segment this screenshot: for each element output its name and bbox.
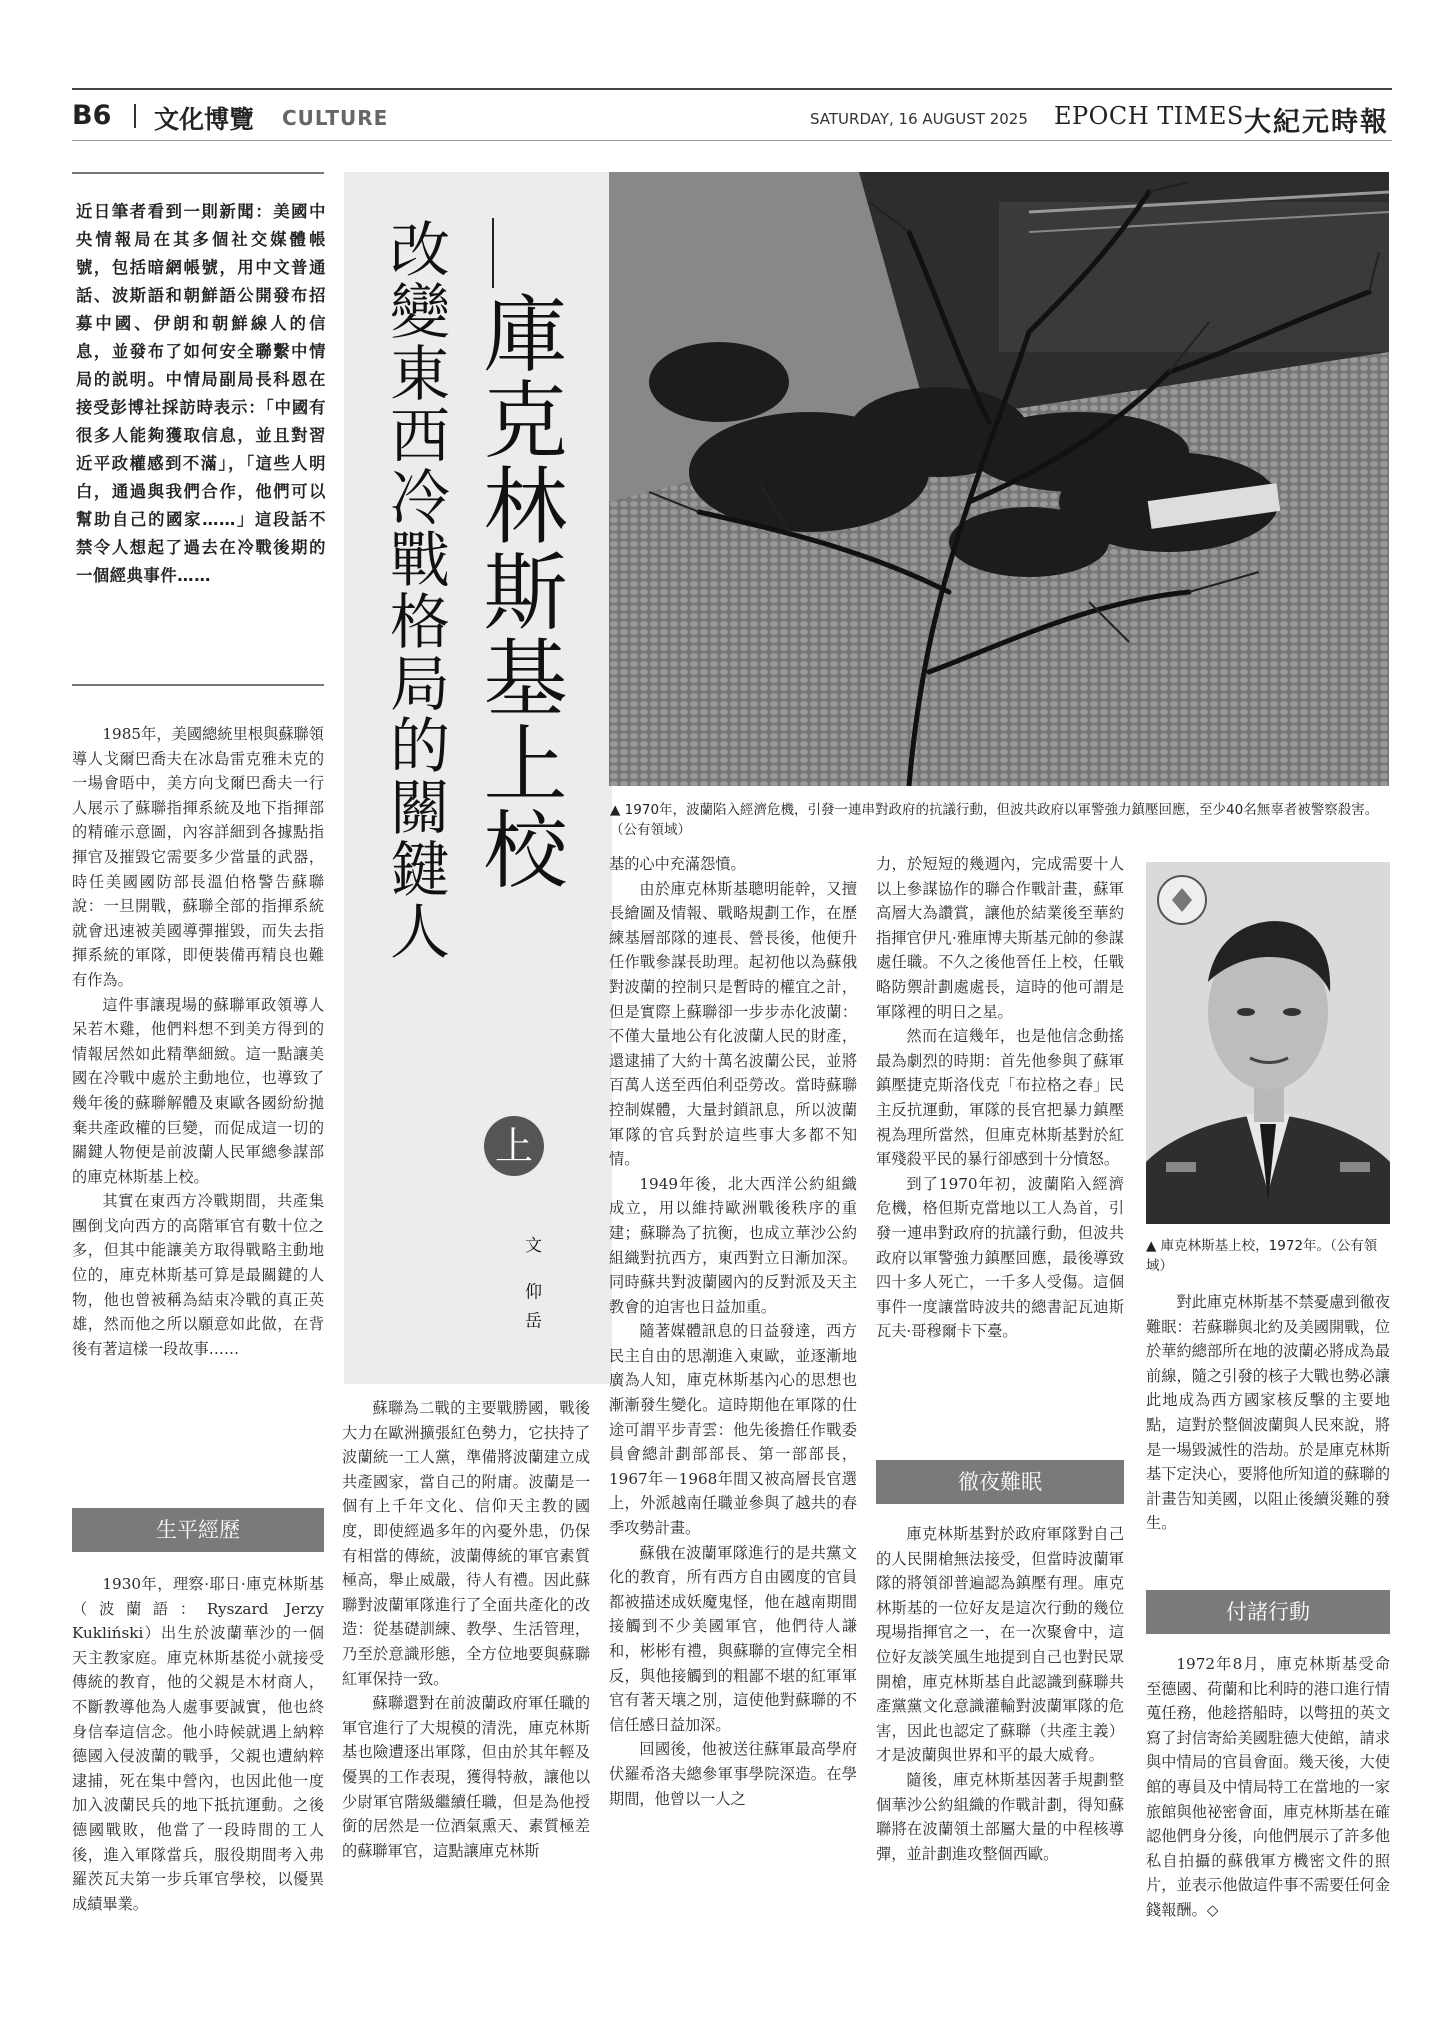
column-4-lower <box>876 1522 1124 1866</box>
col4-paragraph-3: 庫克林斯基對於政府軍隊對自己的人民開槍無法接受，但當時波蘭軍隊的將領卻普遍認為鎮壓有理。庫克林斯基的一位好友是這次行動的幾位現場指揮官之一，在一次聚會中，這位好友談笑風生地提到自己也對民眾開槍，庫克林斯基自此認識到蘇聯共產黨黨文化意識灌輸對波蘭軍隊的危害，因此也認定了蘇聯（共產主義）才是波蘭與世界和平的最大威脅。 <box>876 1525 1124 1765</box>
brand-cn: 大紀元時報 <box>1244 107 1389 138</box>
lead-top-rule <box>72 172 324 174</box>
officer-portrait-photo <box>1146 862 1390 1224</box>
column-1-lower <box>72 1572 324 1916</box>
lead-bottom-rule <box>72 684 324 686</box>
header-separator <box>134 104 136 128</box>
page-number: B6 <box>72 100 112 131</box>
column-5 <box>1146 1290 1390 1536</box>
column-5-lower <box>1146 1652 1390 1923</box>
subhead-action: 付諸行動 <box>1146 1590 1390 1634</box>
headline: 庫克林斯基上校 <box>470 290 568 892</box>
brand-en: EPOCH TIMES <box>1054 102 1244 130</box>
subhead-sleepless: 徹夜難眠 <box>876 1460 1124 1504</box>
col4-paragraph-1: 然而在這幾年，也是他信念動搖最為劇烈的時期：首先他參與了蘇軍鎮壓捷克斯洛伐克「布拉格之春」民主反抗運動，軍隊的長官把暴力鎮壓視為理所當然，但庫克林斯基對於紅軍殘殺平民的暴行卻感到十分憤怒。 <box>876 1027 1124 1169</box>
col5-paragraph-2: 1972年8月，庫克林斯基受命至德國、荷蘭和比利時的港口進行情蒐任務，他趁搭船時，以彆扭的英文寫了封信寄給美國駐德大使館，請求與中情局的官員會面。幾天後，大使館的專員及中情局特工在當地的一家旅館與他祕密會面，庫克林斯基在確認他們身分後，向他們展示了許多他私自拍攝的蘇俄軍方機密文件的照片，並表示他做這件事不需要任何金錢報酬。◇ <box>1146 1655 1390 1919</box>
issue-date: SATURDAY, 16 AUGUST 2025 <box>810 110 1028 128</box>
subhead-biography: 生平經歷 <box>72 1508 324 1552</box>
col1-paragraph-1: 1985年，美國總統里根與蘇聯領導人戈爾巴喬夫在冰島雷克雅未克的一場會晤中，美方向戈爾巴喬夫一行人展示了蘇聯指揮系統及地下指揮部的精確示意圖，內容詳細到各據點指揮官及摧毀它需要多少當量的武器，時任美國國防部長溫伯格警告蘇聯說：一旦開戰，蘇聯全部的指揮系統就會迅速被美國導彈摧毀，而失去指揮系統的軍隊，即便裝備再精良也難有作為。 <box>72 725 324 989</box>
col3-paragraph-5: 回國後，他被送往蘇軍最高學府伏羅希洛夫總參軍事學院深造。在學期間，他曾以一人之 <box>609 1740 857 1808</box>
col3-paragraph-2: 1949年後，北大西洋公約組織成立，用以維持歐洲戰後秩序的重建；蘇聯為了抗衡，也成立華沙公約組織對抗西方，東西對立日漸加深。同時蘇共對波蘭國內的反對派及天主教會的迫害也日益加重。 <box>609 1174 857 1316</box>
col4-paragraph-4: 隨後，庫克林斯基因著手規劃整個華沙公約組織的作戰計劃，得知蘇聯將在波蘭領土部屬大量的中程核導彈，並計劃進攻整個西歐。 <box>876 1770 1124 1863</box>
col4-paragraph-2: 到了1970年初，波蘭陷入經濟危機，格但斯克當地以工人為首，引發一連串對政府的抗議行動，但波共政府以軍警強力鎮壓回應，最後導致四十多人死亡，一千多人受傷。這個事件一度讓當時波共的總書記瓦迪斯瓦夫·哥穆爾卡下臺。 <box>876 1174 1124 1341</box>
section-title-cn: 文化博覽 <box>154 105 255 134</box>
col3-paragraph-4: 蘇俄在波蘭軍隊進行的是共黨文化的教育，所有西方自由國度的官員都被描述成妖魔鬼怪，他在越南期間接觸到不少美國軍官，他們待人謙和，彬彬有禮，與蘇聯的宣傳完全相反，與他接觸到的粗鄙不堪的紅軍軍官有著天壤之別，這使他對蘇聯的不信任感日益加深。 <box>609 1543 857 1734</box>
byline: 文 仰岳 <box>521 1236 541 1341</box>
col1-paragraph-2: 這件事讓現場的蘇聯軍政領導人呆若木雞，他們料想不到美方得到的情報居然如此精準細緻。這一點讓美國在冷戰中處於主動地位，也導致了幾年後的蘇聯解體及東歐各國紛紛拋棄共產政權的巨變，而促成這一切的關鍵人物便是前波蘭人民軍總參謀部的庫克林斯基上校。 <box>72 995 324 1186</box>
col3-paragraph-3: 隨著媒體訊息的日益發達，西方民主自由的思潮進入東歐，並逐漸地廣為人知，庫克林斯基內心的思想也漸漸發生變化。這時期他在軍隊的仕途可謂平步青雲：他先後擔任作戰委員會總計劃部部長、第一部部長，1967年－1968年間又被高層長官選上，外派越南任職並參與了越共的春季攻勢計畫。 <box>609 1322 857 1538</box>
column-3 <box>609 852 857 1811</box>
col4-paragraph-0: 力，於短短的幾週內，完成需要十人以上參謀協作的聯合作戰計畫，蘇軍高層大為讚賞，讓他於結業後至華約指揮官伊凡·雅庫博夫斯基元帥的參謀處任職。不久之後他晉任上校，任戰略防禦計劃處處長，這時的他可謂是軍隊裡的明日之星。 <box>876 855 1124 1021</box>
header-top-rule <box>72 88 1392 90</box>
col3-paragraph-0: 基的心中充滿怨憤。 <box>609 855 746 873</box>
portrait-caption: ▲ 庫克林斯基上校，1972年。（公有領域） <box>1146 1238 1378 1274</box>
title-dash <box>492 218 494 288</box>
col2-paragraph-2: 蘇聯還對在前波蘭政府軍任職的軍官進行了大規模的清洗，庫克林斯基也險遭逐出軍隊，但由於其年輕及優異的工作表現，獲得特赦，讓他以少尉軍官階級繼續任職，但是為他授銜的居然是一位酒氣熏天、素質極差的蘇聯軍官，這點讓庫克林斯 <box>342 1694 590 1860</box>
col1-paragraph-4: 1930年，理察·耶日·庫克林斯基（波蘭語：Ryszard Jerzy Kukliński）出生於波蘭華沙的一個天主教家庭。庫克林斯基從小就接受傳統的教育，他的父親是木材商人，不斷教導他為人處事要誠實，他也終身信奉這信念。他小時候就遇上納粹德國入侵波蘭的戰爭，父親也遭納粹逮捕，死在集中營內，也因此他一度加入波蘭民兵的地下抵抗運動。之後德國戰敗，他當了一段時間的工人後，進入軍隊當兵，服役期間考入弗羅茨瓦夫第一步兵軍官學校，以優異成績畢業。 <box>72 1575 324 1913</box>
street-protest-photo <box>609 172 1389 786</box>
photo-illustration <box>609 172 1389 786</box>
col3-paragraph-1: 由於庫克林斯基聰明能幹，又擅長繪圖及情報、戰略規劃工作，在歷練基層部隊的連長、營長後，他便升任作戰參謀長助理。起初他以為蘇俄對波蘭的控制只是暫時的權宜之計，但是實際上蘇聯卻一步步赤化波蘭：不僅大量地公有化波蘭人民的財產，還逮捕了大約十萬名波蘭公民，並將百萬人送至西伯利亞勞改。當時蘇聯控制媒體，大量封鎖訊息，所以波蘭軍隊的官兵對於這些事大多都不知情。 <box>609 879 857 1169</box>
section-title-en: CULTURE <box>282 106 389 130</box>
col5-paragraph-1: 對此庫克林斯基不禁憂慮到徹夜難眠：若蘇聯與北約及美國開戰，位於華約總部所在地的波蘭必將成為最前線，隨之引發的核子大戰也勢必讓此地成為西方國家核反擊的主要地點，這對於整個波蘭與人民來說，將是一場毀滅性的浩劫。於是庫克林斯基下定決心，要將他所知道的蘇聯的計畫告知美國，以阻止後續災難的發生。 <box>1146 1293 1390 1533</box>
col2-paragraph-1: 蘇聯為二戰的主要戰勝國，戰後大力在歐洲擴張紅色勢力，它扶持了波蘭統一工人黨，準備將波蘭建立成共產國家，當自己的附庸。波蘭是一個有上千年文化、信仰天主教的國度，即使經過多年的內憂外患，仍保有相當的傳統，波蘭傳統的軍官素質極高，舉止威嚴，待人有禮。因此蘇聯對波蘭軍隊進行了全面共產化的改造：從基礎訓練、教學、生活管理，乃至於意識形態，全方位地要與蘇聯紅軍保持一致。 <box>342 1399 590 1688</box>
column-4 <box>876 852 1124 1344</box>
subheadline: 改變東西冷戰格局的關鍵人 <box>380 218 450 962</box>
column-1 <box>72 722 324 1361</box>
part-mark: 上 <box>484 1116 544 1176</box>
lead-paragraph: 近日筆者看到一則新聞：美國中央情報局在其多個社交媒體帳號，包括暗網帳號，用中文普通話、波斯語和朝鮮語公開發布招募中國、伊朗和朝鮮線人的信息，並發布了如何安全聯繫中情局的説明。中情局副局長科恩在接受彭博社採訪時表示：「中國有很多人能夠獲取信息，並且對習近平政權感到不滿」，「這些人明白，通過與我們合作，他們可以幫助自己的國家……」這段話不禁令人想起了過去在冷戰後期的一個經典事件…… <box>76 202 326 585</box>
photo-caption: ▲ 1970年，波蘭陷入經濟危機，引發一連串對政府的抗議行動，但波共政府以軍警強力鎮壓回應，至少40名無辜者被警察殺害。（公有領域） <box>610 802 1379 838</box>
header-bottom-rule <box>72 140 1392 141</box>
portrait-illustration <box>1146 862 1390 1224</box>
column-2 <box>342 1396 590 1863</box>
col1-paragraph-3: 其實在東西方冷戰期間，共產集團倒戈向西方的高階軍官有數十位之多，但其中能讓美方取得戰略主動地位的，庫克林斯基可算是最關鍵的人物，他也曾被稱為結束冷戰的真正英雄，然而他之所以願意如此做，在背後有著這樣一段故事…… <box>72 1192 324 1358</box>
